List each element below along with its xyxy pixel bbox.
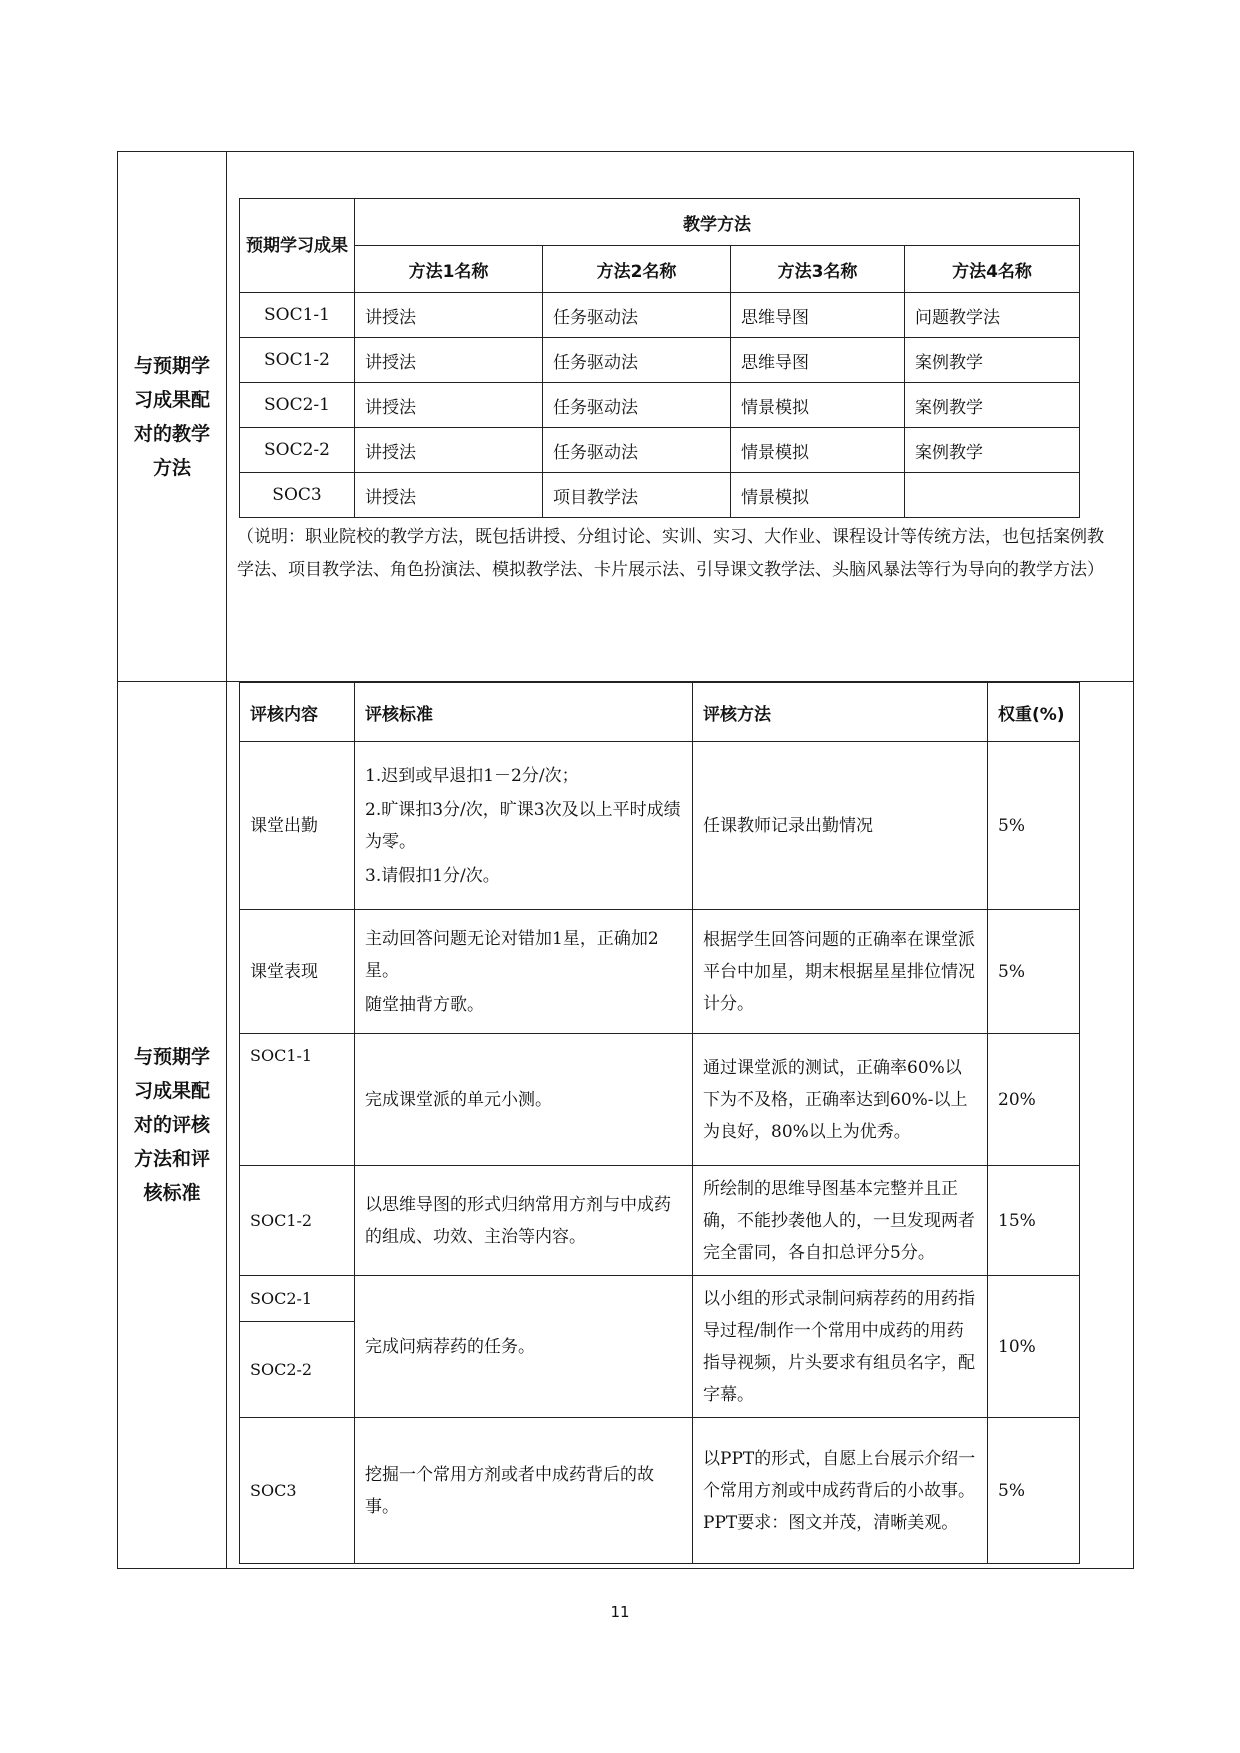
outcome-code: SOC2-2 (240, 428, 355, 473)
method-cell: 案例教学 (905, 383, 1080, 428)
assessment-method: 以PPT的形式，自愿上台展示介绍一个常用方剂或中成药背后的小故事。PPT要求：图文并茂，清晰美观。 (693, 1418, 988, 1564)
method-cell: 讲授法 (355, 473, 543, 518)
method-cell: 项目教学法 (543, 473, 731, 518)
table-row (240, 428, 1080, 473)
method-cell: 任务驱动法 (543, 383, 731, 428)
method-cell (905, 473, 1080, 518)
content-header: 评核内容 (240, 683, 355, 742)
assessment-content: SOC1-1 (240, 1034, 355, 1166)
method-cell: 任务驱动法 (543, 293, 731, 338)
method-cell: 讲授法 (355, 293, 543, 338)
outcome-code: SOC1-2 (240, 338, 355, 383)
assessment-content: SOC2-1 (240, 1276, 355, 1322)
method-cell: 情景模拟 (731, 428, 905, 473)
assessment-content: 课堂出勤 (240, 742, 355, 910)
method-cell: 情景模拟 (731, 473, 905, 518)
methods-note: （说明：职业院校的教学方法，既包括讲授、分组讨论、实训、实习、大作业、课程设计等传统方法，也包括案例教学法、项目教学法、角色扮演法、模拟教学法、卡片展示法、引导课文教学法、头脑风暴法等行为导向的教学方法） (237, 527, 1104, 580)
table-row (240, 1034, 1080, 1166)
assessment-method: 所绘制的思维导图基本完整并且正确，不能抄袭他人的，一旦发现两者完全雷同，各自扣总评分5分。 (693, 1166, 988, 1276)
method-3-header: 方法3名称 (731, 246, 905, 293)
page-number: 11 (610, 1603, 630, 1621)
method-cell: 案例教学 (905, 338, 1080, 383)
assessment-weight: 10% (988, 1276, 1080, 1418)
table-row (240, 473, 1080, 518)
assessment-criteria: 完成课堂派的单元小测。 (355, 1034, 693, 1166)
table-row (240, 742, 1080, 910)
method-cell: 案例教学 (905, 428, 1080, 473)
assessment-method: 通过课堂派的测试，正确率60%以下为不及格，正确率达到60%-以上为良好，80%以上为优秀。 (693, 1034, 988, 1166)
method-cell: 讲授法 (355, 383, 543, 428)
method-cell: 讲授法 (355, 428, 543, 473)
syllabus-table (117, 151, 1134, 1569)
assessment-content: SOC1-2 (240, 1166, 355, 1276)
assessment-weight: 5% (988, 742, 1080, 910)
method-cell: 任务驱动法 (543, 338, 731, 383)
standard-header: 评核标准 (355, 683, 693, 742)
methods-group-header: 教学方法 (355, 199, 1080, 246)
method-cell: 讲授法 (355, 338, 543, 383)
methods-side-label: 与预期学习成果配对的教学方法 (118, 152, 227, 682)
method-2-header: 方法2名称 (543, 246, 731, 293)
assessment-weight: 5% (988, 910, 1080, 1034)
outcome-code: SOC3 (240, 473, 355, 518)
assessment-weight: 5% (988, 1418, 1080, 1564)
methods-table (239, 198, 1080, 518)
assessment-criteria: 以思维导图的形式归纳常用方剂与中成药的组成、功效、主治等内容。 (355, 1166, 693, 1276)
method-cell: 问题教学法 (905, 293, 1080, 338)
table-row (240, 338, 1080, 383)
outcome-header: 预期学习成果 (240, 199, 355, 293)
assessment-content: SOC2-2 (240, 1322, 355, 1418)
assessment-content: SOC3 (240, 1418, 355, 1564)
assessment-criteria: 完成问病荐药的任务。 (355, 1276, 693, 1418)
method-1-header: 方法1名称 (355, 246, 543, 293)
assessment-side-label: 与预期学习成果配对的评核方法和评核标准 (118, 682, 227, 1569)
assessment-weight: 15% (988, 1166, 1080, 1276)
assessment-weight: 20% (988, 1034, 1080, 1166)
method-4-header: 方法4名称 (905, 246, 1080, 293)
assessment-criteria: 1.迟到或早退扣1－2分/次； 2.旷课扣3分/次，旷课3次及以上平时成绩为零。 3.请假扣1分/次。 (355, 742, 693, 910)
table-row (240, 1276, 1080, 1322)
assessment-method: 任课教师记录出勤情况 (693, 742, 988, 910)
assessment-table (239, 682, 1080, 1564)
assessment-content: 课堂表现 (240, 910, 355, 1034)
table-row (240, 383, 1080, 428)
method-cell: 思维导图 (731, 293, 905, 338)
method-cell: 思维导图 (731, 338, 905, 383)
assessment-criteria: 挖掘一个常用方剂或者中成药背后的故事。 (355, 1418, 693, 1564)
method-cell: 任务驱动法 (543, 428, 731, 473)
table-row (240, 910, 1080, 1034)
table-row (240, 1166, 1080, 1276)
method-header: 评核方法 (693, 683, 988, 742)
outcome-code: SOC1-1 (240, 293, 355, 338)
assessment-criteria: 主动回答问题无论对错加1星，正确加2星。 随堂抽背方歌。 (355, 910, 693, 1034)
outcome-code: SOC2-1 (240, 383, 355, 428)
assessment-method: 以小组的形式录制问病荐药的用药指导过程/制作一个常用中成药的用药指导视频，片头要求有组员名字，配字幕。 (693, 1276, 988, 1418)
method-cell: 情景模拟 (731, 383, 905, 428)
table-row (240, 1418, 1080, 1564)
table-row (240, 293, 1080, 338)
assessment-method: 根据学生回答问题的正确率在课堂派平台中加星，期末根据星星排位情况计分。 (693, 910, 988, 1034)
weight-header: 权重(%) (988, 683, 1080, 742)
